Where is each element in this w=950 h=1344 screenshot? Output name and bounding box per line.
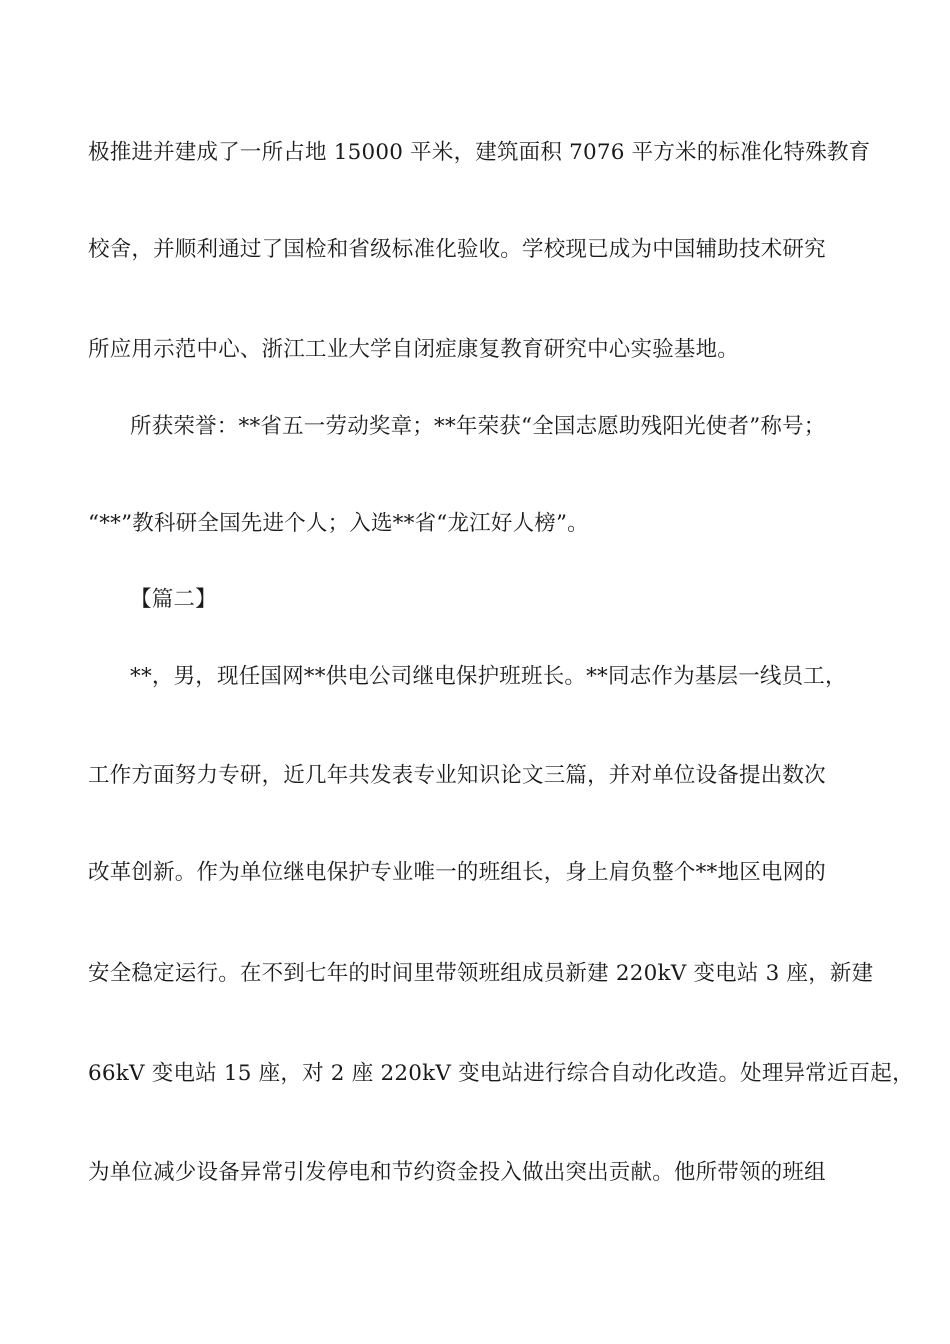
paragraph-line: 工作方面努力专研，近几年共发表专业知识论文三篇，并对单位设备提出数次 [88, 763, 826, 788]
honors-line: 所获荣誉：**省五一劳动奖章；**年荣获“全国志愿助残阳光使者”称号； [130, 414, 826, 439]
paragraph-line: 改革创新。作为单位继电保护专业唯一的班组长，身上肩负整个**地区电网的 [88, 860, 827, 885]
paragraph-line: 校舍，并顺利通过了国检和省级标准化验收。学校现已成为中国辅助技术研究 [88, 237, 826, 262]
paragraph-line: **，男，现任国网**供电公司继电保护班班长。**同志作为基层一线员工， [130, 664, 847, 689]
paragraph-line: 66kV 变电站 15 座，对 2 座 220kV 变电站进行综合自动化改造。处理异常近百起， [88, 1061, 914, 1086]
honors-line: “**”教科研全国先进个人；入选**省“龙江好人榜”。 [88, 511, 589, 536]
paragraph-line: 安全稳定运行。在不到七年的时间里带领班组成员新建 220kV 变电站 3 座，新建 [88, 961, 874, 986]
paragraph-line: 为单位减少设备异常引发停电和节约资金投入做出突出贡献。他所带领的班组 [88, 1160, 826, 1185]
paragraph-line: 极推进并建成了一所占地 15000 平米，建筑面积 7076 平方米的标准化特殊教育 [88, 140, 871, 165]
section-heading: 【篇二】 [130, 587, 217, 612]
paragraph-line: 所应用示范中心、浙江工业大学自闭症康复教育研究中心实验基地。 [88, 337, 740, 362]
